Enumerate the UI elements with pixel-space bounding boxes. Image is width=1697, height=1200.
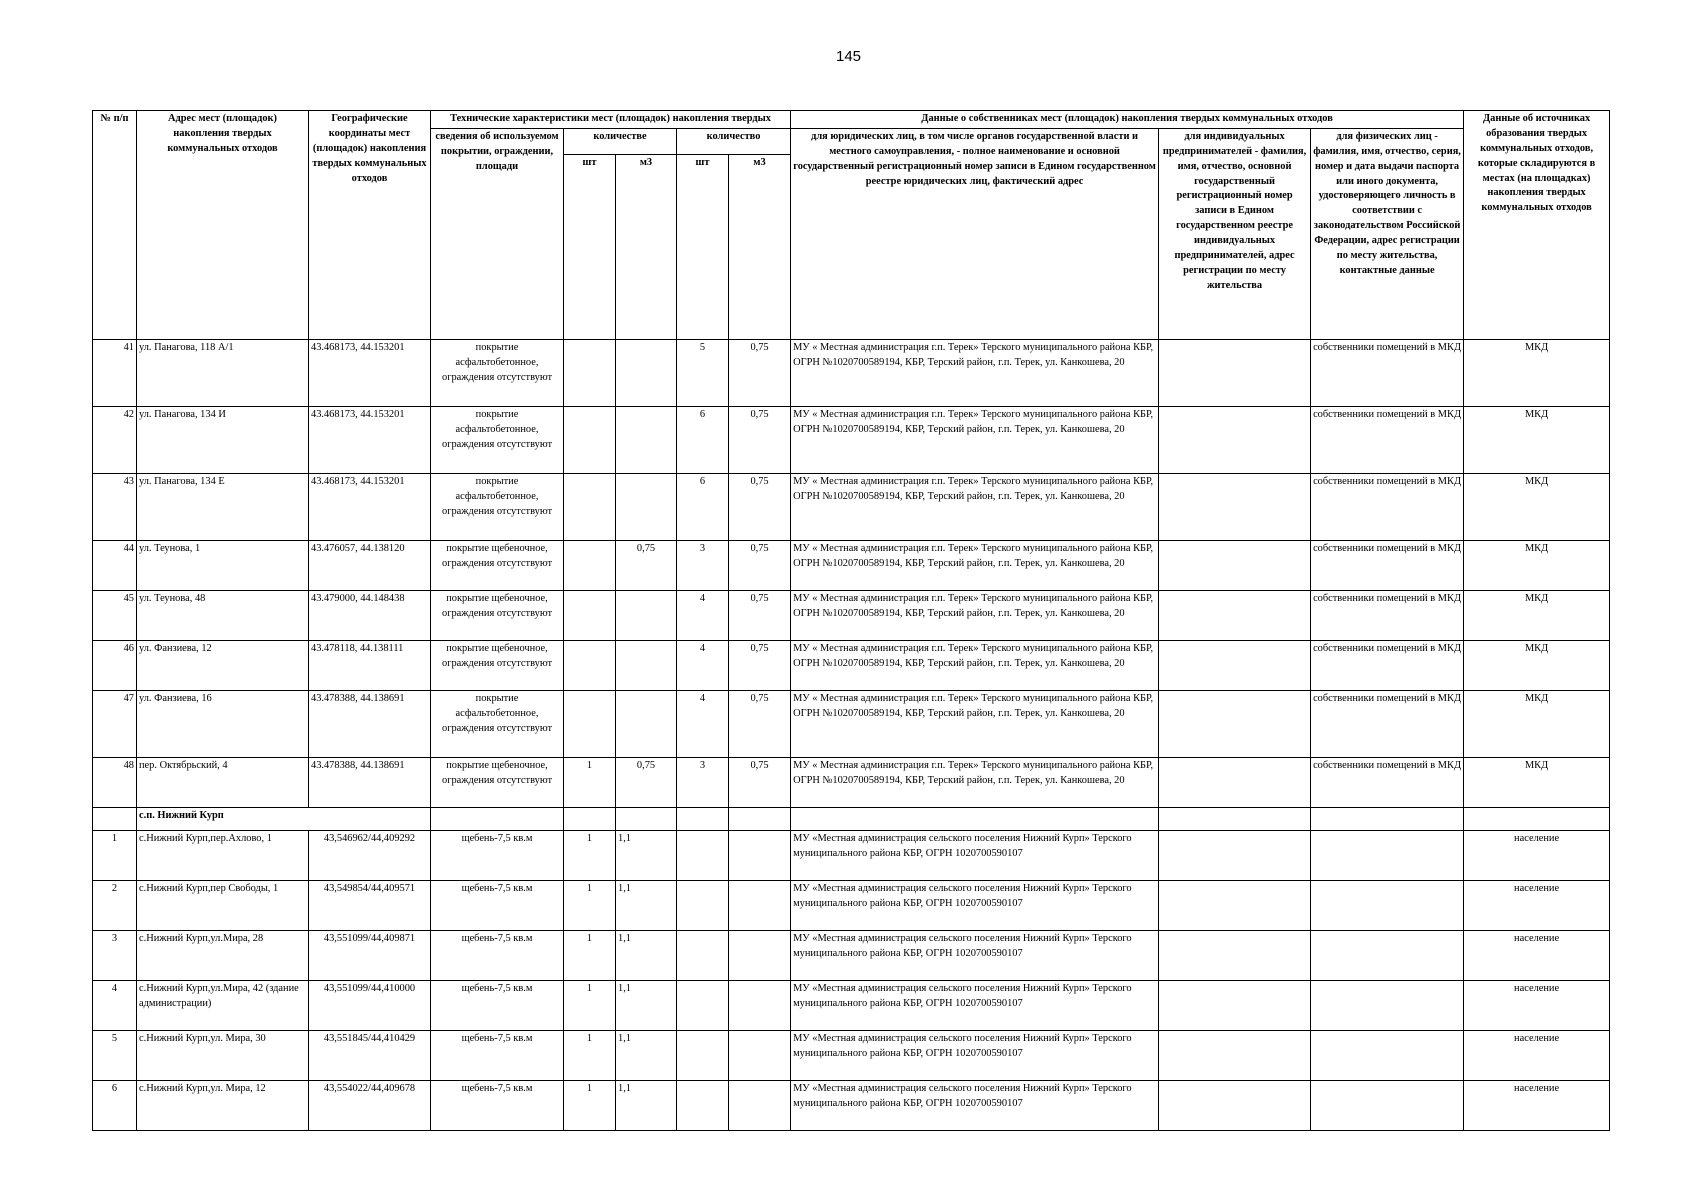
header-tech: Технические характеристики мест (площадок) накопления твердых	[431, 111, 791, 129]
cell-source: население	[1464, 1030, 1610, 1080]
cell-m3-1: 1,1	[616, 1030, 677, 1080]
cell-legal: МУ « Местная администрация г.п. Терек» Терского муниципального района КБР, ОГРН №1020700589194, КБР, Терский район, г.п. Терек, ул. Канкошева, 20	[791, 690, 1159, 757]
table-row	[93, 880, 1610, 930]
cell-legal: МУ « Местная администрация г.п. Терек» Терского муниципального района КБР, ОГРН №1020700589194, КБР, Терский район, г.п. Терек, ул. Канкошева, 20	[791, 590, 1159, 640]
cell-num: 44	[93, 540, 137, 590]
header-legal: для юридических лиц, в том числе органов государственной власти и местного самоуправления, - полное наименование и основной государственный регистрационный номер записи в Едином государственном реестре юридических лиц, фактический адрес	[791, 128, 1159, 339]
cell-physical: собственники помещений в МКД	[1311, 473, 1464, 540]
cell-address: ул. Теунова, 48	[137, 590, 309, 640]
cell-num: 47	[93, 690, 137, 757]
cell-m3-2	[729, 830, 791, 880]
cell-source: население	[1464, 930, 1610, 980]
cell-coords: 43,546962/44,409292	[309, 830, 431, 880]
cell-coords: 43.476057, 44.138120	[309, 540, 431, 590]
section-cell	[564, 807, 616, 830]
cell-m3-1: 1,1	[616, 1080, 677, 1130]
cell-physical: собственники помещений в МКД	[1311, 540, 1464, 590]
cell-individual	[1159, 640, 1311, 690]
cell-individual	[1159, 1030, 1311, 1080]
cell-m3-1	[616, 473, 677, 540]
cell-num: 45	[93, 590, 137, 640]
cell-physical	[1311, 980, 1464, 1030]
cell-individual	[1159, 980, 1311, 1030]
header-m3-1: м3	[616, 154, 677, 339]
cell-address: с.Нижний Курп,ул. Мира, 12	[137, 1080, 309, 1130]
cell-sht-1: 1	[564, 980, 616, 1030]
cell-source: МКД	[1464, 640, 1610, 690]
cell-coverage: покрытие щебеночное, ограждения отсутствуют	[431, 540, 564, 590]
cell-m3-1	[616, 339, 677, 406]
cell-physical	[1311, 1030, 1464, 1080]
section-cell	[729, 807, 791, 830]
cell-coverage: щебень-7,5 кв.м	[431, 1030, 564, 1080]
cell-m3-1: 1,1	[616, 980, 677, 1030]
section-cell	[1311, 807, 1464, 830]
section-row	[93, 807, 1610, 830]
cell-physical	[1311, 880, 1464, 930]
cell-num: 43	[93, 473, 137, 540]
cell-coverage: покрытие асфальтобетонное, ограждения отсутствуют	[431, 406, 564, 473]
cell-sht-1: 1	[564, 757, 616, 807]
table-row	[93, 980, 1610, 1030]
cell-m3-2	[729, 880, 791, 930]
header-physical: для физических лиц - фамилия, имя, отчество, серия, номер и дата выдачи паспорта или иного документа, удостоверяющего личность в соответствии с законодательством Российской Федерации, адрес регистрации по месту жительства, контактные данные	[1311, 128, 1464, 339]
cell-address: с.Нижний Курп,пер.Ахлово, 1	[137, 830, 309, 880]
table-row	[93, 1080, 1610, 1130]
header-row-1	[93, 111, 1610, 129]
cell-m3-2: 0,75	[729, 590, 791, 640]
cell-source: МКД	[1464, 757, 1610, 807]
cell-coverage: покрытие щебеночное, ограждения отсутствуют	[431, 640, 564, 690]
cell-m3-1	[616, 640, 677, 690]
cell-m3-2	[729, 1080, 791, 1130]
cell-sht-1: 1	[564, 1030, 616, 1080]
header-sht-2: шт	[677, 154, 729, 339]
header-address: Адрес мест (площадок) накопления твердых коммунальных отходов	[137, 111, 309, 340]
cell-coverage: щебень-7,5 кв.м	[431, 930, 564, 980]
cell-num: 48	[93, 757, 137, 807]
cell-coverage: щебень-7,5 кв.м	[431, 1080, 564, 1130]
cell-legal: МУ «Местная администрация сельского поселения Нижний Курп» Терского муниципального района КБР, ОГРН 1020700590107	[791, 980, 1159, 1030]
cell-source: население	[1464, 980, 1610, 1030]
table-row	[93, 930, 1610, 980]
waste-sites-table	[92, 110, 1610, 1131]
cell-individual	[1159, 880, 1311, 930]
cell-address: ул. Фанзиева, 12	[137, 640, 309, 690]
cell-num: 1	[93, 830, 137, 880]
cell-sht-2	[677, 1080, 729, 1130]
cell-coords: 43.478388, 44.138691	[309, 757, 431, 807]
cell-individual	[1159, 930, 1311, 980]
cell-legal: МУ « Местная администрация г.п. Терек» Терского муниципального района КБР, ОГРН №1020700589194, КБР, Терский район, г.п. Терек, ул. Канкошева, 20	[791, 757, 1159, 807]
cell-coverage: щебень-7,5 кв.м	[431, 830, 564, 880]
cell-sht-2	[677, 1030, 729, 1080]
section-cell	[791, 807, 1159, 830]
cell-m3-1: 1,1	[616, 930, 677, 980]
header-num: № п/п	[93, 111, 137, 340]
table-row	[93, 757, 1610, 807]
cell-legal: МУ « Местная администрация г.п. Терек» Терского муниципального района КБР, ОГРН №1020700589194, КБР, Терский район, г.п. Терек, ул. Канкошева, 20	[791, 339, 1159, 406]
cell-legal: МУ « Местная администрация г.п. Терек» Терского муниципального района КБР, ОГРН №1020700589194, КБР, Терский район, г.п. Терек, ул. Канкошева, 20	[791, 473, 1159, 540]
cell-sht-2	[677, 980, 729, 1030]
cell-m3-2	[729, 1030, 791, 1080]
cell-address: ул. Панагова, 118 А/1	[137, 339, 309, 406]
cell-sht-2: 4	[677, 690, 729, 757]
cell-sht-1	[564, 540, 616, 590]
cell-coords: 43,549854/44,409571	[309, 880, 431, 930]
cell-m3-1	[616, 406, 677, 473]
cell-sht-2	[677, 830, 729, 880]
table-row	[93, 540, 1610, 590]
cell-source: население	[1464, 1080, 1610, 1130]
cell-sht-2: 5	[677, 339, 729, 406]
cell-sht-2: 6	[677, 473, 729, 540]
cell-sht-1: 1	[564, 880, 616, 930]
cell-source: МКД	[1464, 540, 1610, 590]
cell-source: население	[1464, 880, 1610, 930]
cell-legal: МУ «Местная администрация сельского поселения Нижний Курп» Терского муниципального района КБР, ОГРН 1020700590107	[791, 880, 1159, 930]
cell-m3-2: 0,75	[729, 757, 791, 807]
cell-sht-1: 1	[564, 930, 616, 980]
cell-individual	[1159, 757, 1311, 807]
header-coverage: сведения об используемом покрытии, ограждении, площади	[431, 128, 564, 339]
table-row	[93, 473, 1610, 540]
cell-sht-2: 3	[677, 757, 729, 807]
table-body	[93, 339, 1610, 1130]
cell-sht-2: 6	[677, 406, 729, 473]
cell-coverage: покрытие асфальтобетонное, ограждения отсутствуют	[431, 339, 564, 406]
cell-m3-2: 0,75	[729, 640, 791, 690]
cell-sht-2: 4	[677, 640, 729, 690]
cell-physical: собственники помещений в МКД	[1311, 339, 1464, 406]
section-cell	[1159, 807, 1311, 830]
cell-m3-1: 1,1	[616, 880, 677, 930]
cell-coords: 43.478388, 44.138691	[309, 690, 431, 757]
cell-source: население	[1464, 830, 1610, 880]
cell-physical: собственники помещений в МКД	[1311, 640, 1464, 690]
cell-individual	[1159, 1080, 1311, 1130]
cell-address: с.Нижний Курп,пер Свободы, 1	[137, 880, 309, 930]
table-row	[93, 690, 1610, 757]
cell-individual	[1159, 830, 1311, 880]
header-sources: Данные об источниках образования твердых коммунальных отходов, которые складируются в местах (на площадках) накопления твердых коммунальных отходов	[1464, 111, 1610, 340]
table-row	[93, 406, 1610, 473]
cell-num: 41	[93, 339, 137, 406]
cell-legal: МУ « Местная администрация г.п. Терек» Терского муниципального района КБР, ОГРН №1020700589194, КБР, Терский район, г.п. Терек, ул. Канкошева, 20	[791, 540, 1159, 590]
cell-coverage: щебень-7,5 кв.м	[431, 980, 564, 1030]
cell-m3-2: 0,75	[729, 690, 791, 757]
cell-num: 3	[93, 930, 137, 980]
section-cell	[677, 807, 729, 830]
cell-legal: МУ «Местная администрация сельского поселения Нижний Курп» Терского муниципального района КБР, ОГРН 1020700590107	[791, 830, 1159, 880]
cell-coverage: покрытие щебеночное, ограждения отсутствуют	[431, 590, 564, 640]
section-cell-num	[93, 807, 137, 830]
section-cell	[616, 807, 677, 830]
cell-legal: МУ «Местная администрация сельского поселения Нижний Курп» Терского муниципального района КБР, ОГРН 1020700590107	[791, 930, 1159, 980]
cell-individual	[1159, 690, 1311, 757]
cell-coords: 43,551845/44,410429	[309, 1030, 431, 1080]
cell-coords: 43,554022/44,409678	[309, 1080, 431, 1130]
header-m3-2: м3	[729, 154, 791, 339]
page-number: 145	[835, 48, 862, 65]
cell-address: ул. Теунова, 1	[137, 540, 309, 590]
cell-coords: 43.478118, 44.138111	[309, 640, 431, 690]
cell-m3-2: 0,75	[729, 339, 791, 406]
table-header	[93, 111, 1610, 340]
cell-coverage: покрытие асфальтобетонное, ограждения отсутствуют	[431, 473, 564, 540]
section-title: с.п. Нижний Курп	[137, 807, 431, 830]
cell-address: пер. Октябрьский, 4	[137, 757, 309, 807]
cell-source: МКД	[1464, 473, 1610, 540]
cell-source: МКД	[1464, 590, 1610, 640]
cell-address: с.Нижний Курп,ул.Мира, 42 (здание администрации)	[137, 980, 309, 1030]
cell-num: 42	[93, 406, 137, 473]
table-row	[93, 339, 1610, 406]
cell-m3-1: 0,75	[616, 540, 677, 590]
cell-sht-2	[677, 930, 729, 980]
cell-m3-2	[729, 980, 791, 1030]
cell-sht-1	[564, 339, 616, 406]
cell-m3-1	[616, 590, 677, 640]
cell-sht-1	[564, 473, 616, 540]
cell-m3-1: 1,1	[616, 830, 677, 880]
cell-m3-2: 0,75	[729, 540, 791, 590]
cell-num: 5	[93, 1030, 137, 1080]
cell-sht-2	[677, 880, 729, 930]
cell-source: МКД	[1464, 690, 1610, 757]
cell-legal: МУ «Местная администрация сельского поселения Нижний Курп» Терского муниципального района КБР, ОГРН 1020700590107	[791, 1080, 1159, 1130]
cell-num: 4	[93, 980, 137, 1030]
cell-address: ул. Панагова, 134 И	[137, 406, 309, 473]
cell-coords: 43.468173, 44.153201	[309, 473, 431, 540]
cell-coverage: покрытие щебеночное, ограждения отсутствуют	[431, 757, 564, 807]
cell-physical: собственники помещений в МКД	[1311, 757, 1464, 807]
cell-address: с.Нижний Курп,ул.Мира, 28	[137, 930, 309, 980]
table-row	[93, 1030, 1610, 1080]
cell-physical: собственники помещений в МКД	[1311, 590, 1464, 640]
header-owners: Данные о собственниках мест (площадок) накопления твердых коммунальных отходов	[791, 111, 1464, 129]
cell-m3-1	[616, 690, 677, 757]
section-cell	[1464, 807, 1610, 830]
cell-address: ул. Панагова, 134 Е	[137, 473, 309, 540]
cell-sht-1	[564, 406, 616, 473]
cell-sht-1: 1	[564, 1080, 616, 1130]
cell-coords: 43,551099/44,410000	[309, 980, 431, 1030]
cell-address: ул. Фанзиева, 16	[137, 690, 309, 757]
cell-coverage: покрытие асфальтобетонное, ограждения отсутствуют	[431, 690, 564, 757]
cell-physical	[1311, 830, 1464, 880]
cell-legal: МУ «Местная администрация сельского поселения Нижний Курп» Терского муниципального района КБР, ОГРН 1020700590107	[791, 1030, 1159, 1080]
cell-legal: МУ « Местная администрация г.п. Терек» Терского муниципального района КБР, ОГРН №1020700589194, КБР, Терский район, г.п. Терек, ул. Канкошева, 20	[791, 640, 1159, 690]
table-row	[93, 640, 1610, 690]
cell-num: 2	[93, 880, 137, 930]
cell-physical	[1311, 930, 1464, 980]
cell-coords: 43.468173, 44.153201	[309, 339, 431, 406]
cell-individual	[1159, 339, 1311, 406]
cell-individual	[1159, 540, 1311, 590]
cell-coords: 43.468173, 44.153201	[309, 406, 431, 473]
header-individual: для индивидуальных предпринимателей - фамилия, имя, отчество, основной государственный регистрационный номер записи в Едином государственном реестре индивидуальных предпринимателей, адрес регистрации по месту жительства	[1159, 128, 1311, 339]
cell-individual	[1159, 590, 1311, 640]
cell-address: с.Нижний Курп,ул. Мира, 30	[137, 1030, 309, 1080]
section-cell	[431, 807, 564, 830]
cell-sht-1	[564, 640, 616, 690]
cell-m3-2: 0,75	[729, 473, 791, 540]
cell-m3-2	[729, 930, 791, 980]
cell-physical: собственники помещений в МКД	[1311, 690, 1464, 757]
cell-individual	[1159, 406, 1311, 473]
cell-source: МКД	[1464, 339, 1610, 406]
cell-individual	[1159, 473, 1311, 540]
cell-physical: собственники помещений в МКД	[1311, 406, 1464, 473]
cell-num: 46	[93, 640, 137, 690]
cell-physical	[1311, 1080, 1464, 1130]
cell-num: 6	[93, 1080, 137, 1130]
header-count-bunkers: количество	[677, 128, 791, 154]
cell-legal: МУ « Местная администрация г.п. Терек» Терского муниципального района КБР, ОГРН №1020700589194, КБР, Терский район, г.п. Терек, ул. Канкошева, 20	[791, 406, 1159, 473]
cell-sht-2: 3	[677, 540, 729, 590]
header-coords: Географические координаты мест (площадок) накопления твердых коммунальных отходов	[309, 111, 431, 340]
cell-sht-1	[564, 690, 616, 757]
header-count-containers: количестве	[564, 128, 677, 154]
table-row	[93, 590, 1610, 640]
cell-m3-2: 0,75	[729, 406, 791, 473]
header-sht-1: шт	[564, 154, 616, 339]
cell-source: МКД	[1464, 406, 1610, 473]
cell-sht-1: 1	[564, 830, 616, 880]
cell-m3-1: 0,75	[616, 757, 677, 807]
cell-sht-2: 4	[677, 590, 729, 640]
cell-coverage: щебень-7,5 кв.м	[431, 880, 564, 930]
cell-sht-1	[564, 590, 616, 640]
cell-coords: 43,551099/44,409871	[309, 930, 431, 980]
cell-coords: 43.479000, 44.148438	[309, 590, 431, 640]
table-row	[93, 830, 1610, 880]
